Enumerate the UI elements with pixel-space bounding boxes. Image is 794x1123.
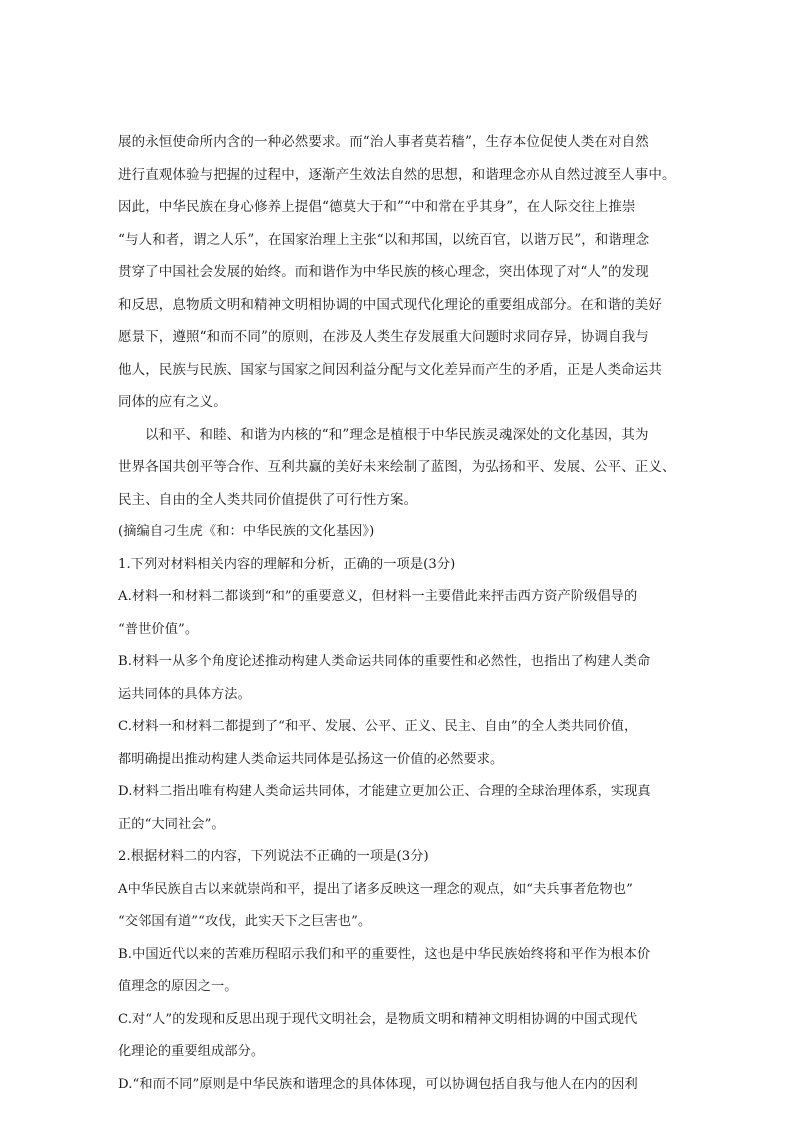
source-citation: (摘编自刁生虎《和：中华民族的文化基因》) [118,524,375,539]
passage-line: 进行直观体验与把握的过程中，逐渐产生效法自然的思想，和谐理念亦从自然过渡至人事中。 [118,166,676,183]
question-1-option-a: A.材料一和材料二都谈到“和”的重要意义，但材料一主要借此来抨击西方资产阶级倡导的 [118,589,638,604]
passage-line: 愿景下，遵照“和而不同”的原则，在涉及人类生存发展重大问题时求同存异，协调自我与 [118,329,649,345]
question-2-option-c-cont: 化理论的重要组成部分。 [118,1044,265,1059]
passage-line: 和反思，息物质文明和精神文明相协调的中国式现代化理论的重要组成部分。在和谐的美好 [118,296,662,313]
question-1-option-b-cont: 运共同体的具体方法。 [118,686,251,702]
question-2-option-a-cont: “交邻国有道”“攻伐，此实天下之巨害也”。 [118,914,372,929]
passage-line: 同体的应有之义。 [118,394,227,410]
question-1-option-c: C.材料一和材料二都提到了“和平、发展、公平、正义、民主、自由”的全人类共同价值， [118,719,638,734]
passage-line: 因此，中华民族在身心修养上提倡“德莫大于和”“中和常在乎其身”，在人际交往上推崇 [118,199,636,215]
question-2-option-d: D.“和而不同”原则是中华民族和谐理念的具体体现，可以协调包括自我与他人在内的因利 [118,1076,638,1092]
paragraph-2-line: 民主、自由的全人类共同价值提供了可行性方案。 [118,491,418,508]
question-2-option-b: B.中国近代以来的苦难历程昭示我们和平的重要性，这也是中华民族始终将和平作为根本价 [118,946,651,962]
passage-line: 他人，民族与民族、国家与国家之间因利益分配与文化差异而产生的矛盾，正是人类命运共 [118,361,662,378]
question-1-stem: 1.下列对材料相关内容的理解和分析，正确的一项是(3分) [118,556,456,572]
question-2-option-c: C.对“人”的发现和反思出现于现代文明社会，是物质文明和精神文明相协调的中国式现代 [118,1011,638,1027]
question-1-option-d: D.材料二指出唯有构建人类命运共同体，才能建立更加公正、合理的全球治理体系，实现真 [118,784,651,799]
question-2-option-b-cont: 值理念的原因之一。 [118,979,238,994]
question-1-option-a-cont: “普世价值”。 [118,621,199,637]
question-1-option-d-cont: 正的“大同社会”。 [118,816,225,832]
passage-line: “与人和者，谓之人乐”，在国家治理上主张“以和邦国，以统百官，以谐万民”，和谐理念 [118,231,650,248]
passage-line: 展的永恒使命所内含的一种必然要求。而“治人事者莫若穑”，生存本位促使人类在对自然 [118,134,649,150]
question-1-option-c-cont: 都明确提出推动构建人类命运共同体是弘扬这一价值的必然要求。 [118,751,504,767]
paragraph-2-line: 世界各国共创平等合作、互利共赢的美好未来绘制了蓝图，为弘扬和平、发展、公平、正义、 [118,459,676,475]
question-2-option-a: A中华民族自古以来就崇尚和平，提出了诸多反映这一理念的观点，如“夫兵事者危物也” [118,881,633,897]
document-page [118,126,678,1101]
paragraph-2-line: 以和平、和睦、和谐为内核的“和”理念是植根于中华民族灵魂深处的文化基因，其为 [145,426,649,443]
question-1-option-b: B.材料一从多个角度论述推动构建人类命运共同体的重要性和必然性，也指出了构建人类命 [118,654,651,669]
question-2-stem: 2.根据材料二的内容，下列说法不正确的一项是(3分) [118,849,429,864]
passage-line: 贯穿了中国社会发展的始终。而和谐作为中华民族的核心理念，突出体现了对“人”的发现 [118,264,649,280]
